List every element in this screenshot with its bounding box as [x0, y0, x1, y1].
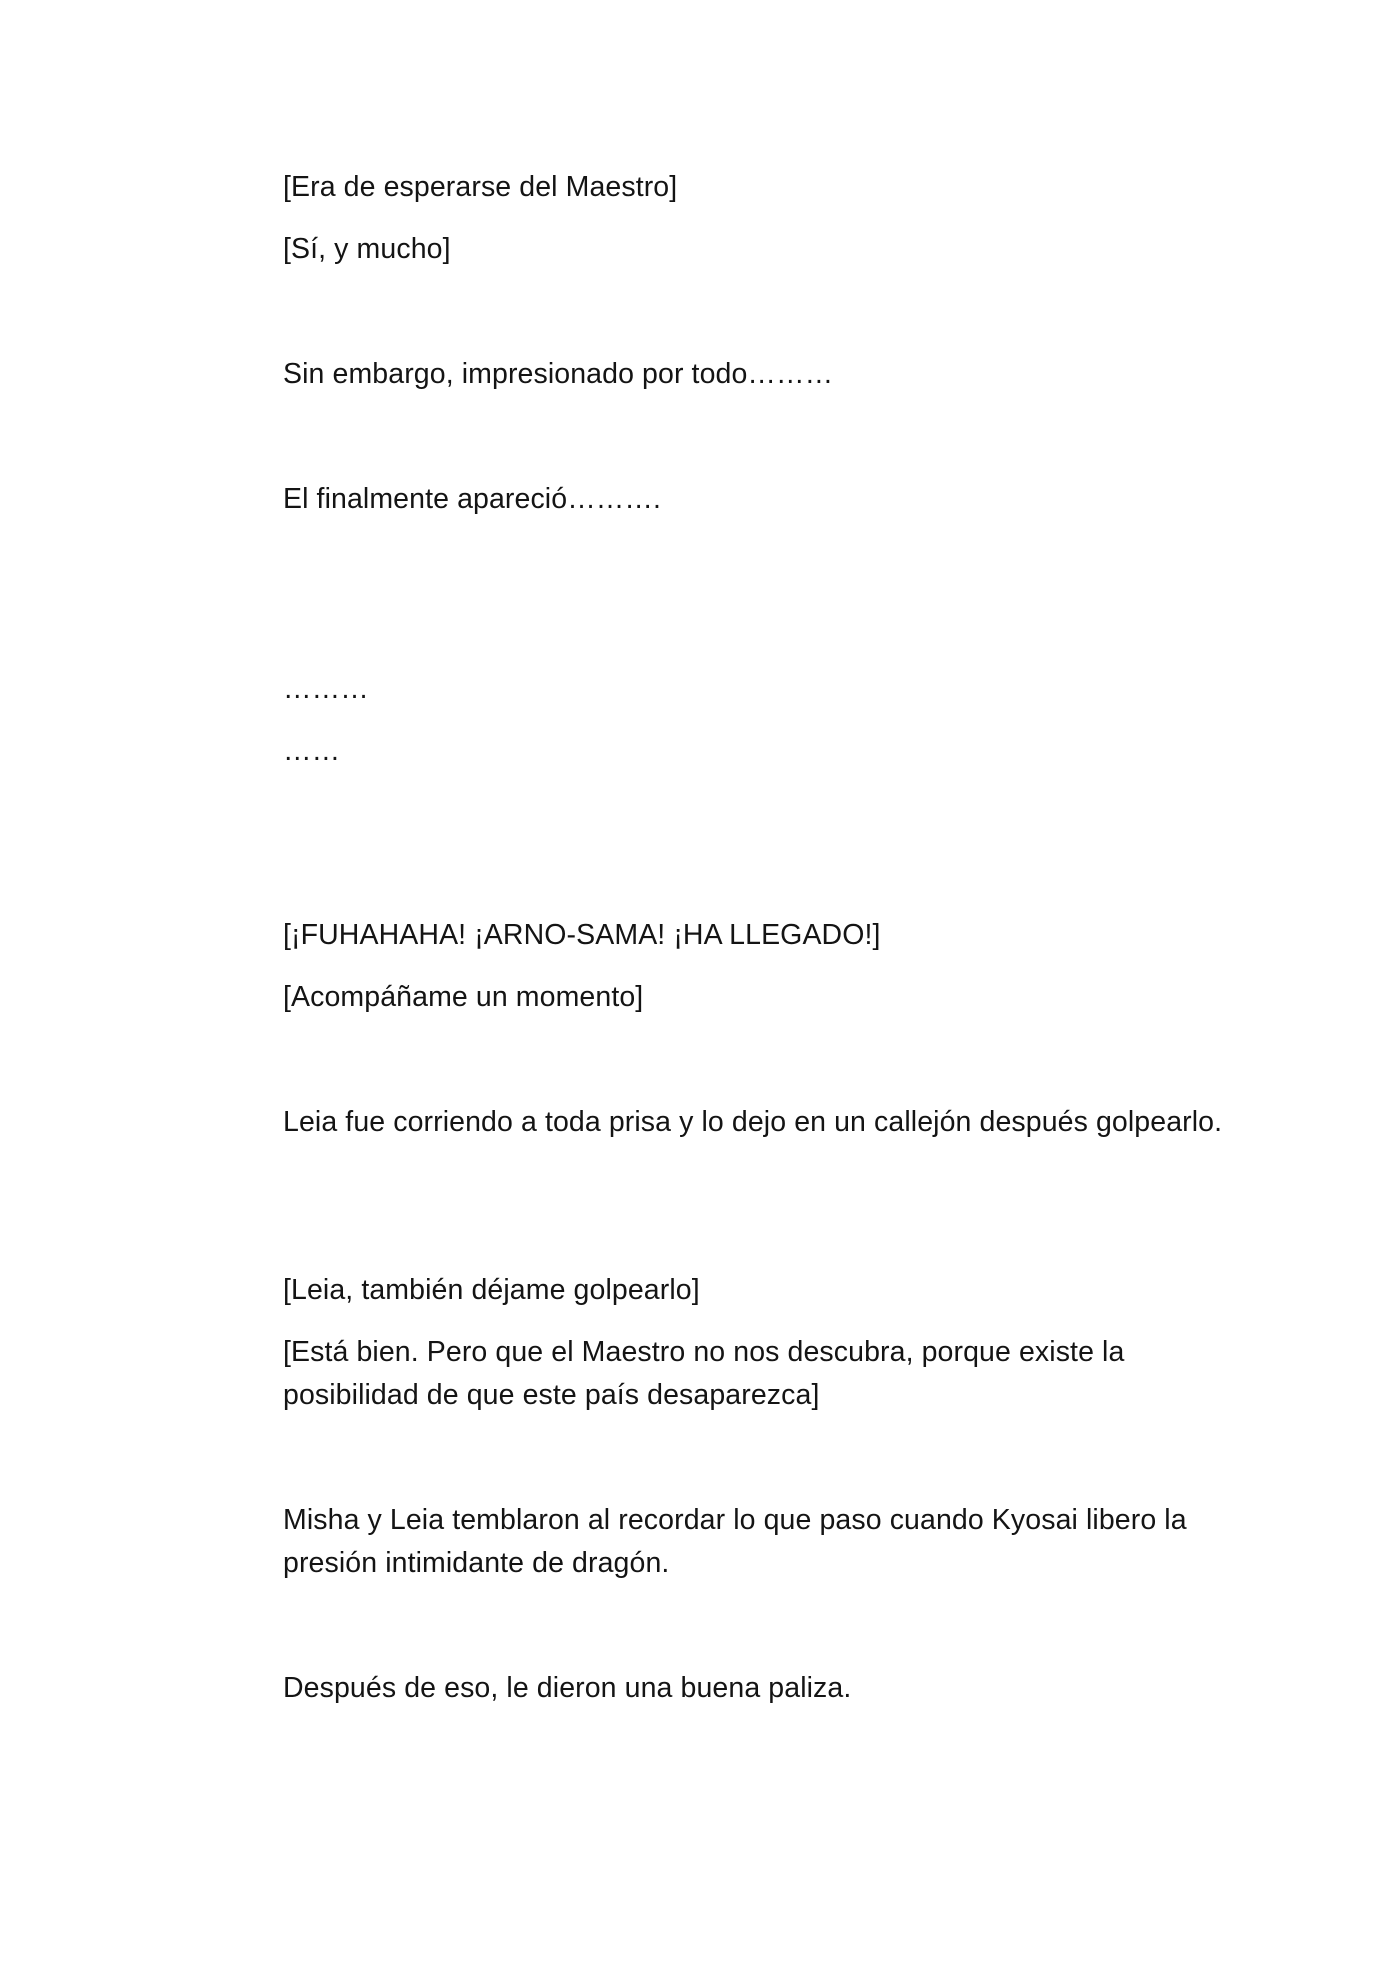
ellipsis-line: ……: [283, 735, 341, 767]
ellipsis-line: ………: [283, 673, 369, 705]
narration-paragraph: Leia fue corriendo a toda prisa y lo dejo en un callejón después golpearlo.: [283, 1106, 1223, 1138]
narration-line: Después de eso, le dieron una buena paliza.: [283, 1672, 852, 1704]
narration-line: Sin embargo, impresionado por todo………: [283, 358, 834, 390]
dialogue-paragraph: [Está bien. Pero que el Maestro no nos descubra, porque existe la posibilidad de que este país desaparezca]: [283, 1336, 1125, 1411]
dialogue-line: [Era de esperarse del Maestro]: [283, 171, 678, 203]
dialogue-line: [Sí, y mucho]: [283, 233, 451, 265]
dialogue-line: [Leia, también déjame golpearlo]: [283, 1274, 700, 1306]
narration-line: El finalmente apareció……….: [283, 483, 662, 515]
dialogue-line: [¡FUHAHAHA! ¡ARNO-SAMA! ¡HA LLEGADO!]: [283, 919, 881, 951]
narration-paragraph: Misha y Leia temblaron al recordar lo que paso cuando Kyosai libero la presión intimidante de dragón.: [283, 1504, 1187, 1579]
dialogue-line: [Acompáñame un momento]: [283, 981, 644, 1013]
